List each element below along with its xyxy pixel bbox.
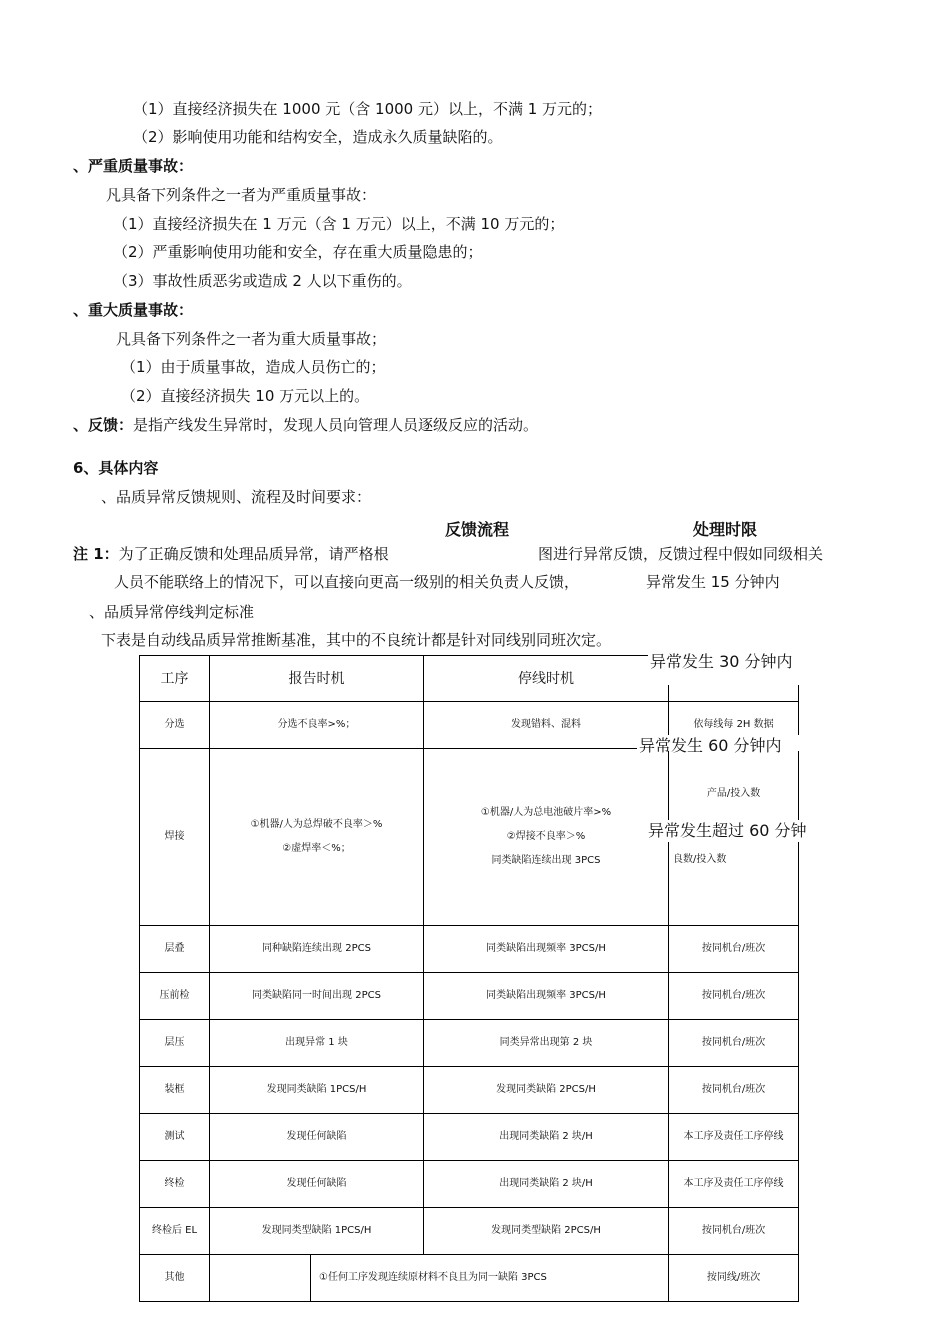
process-cell: 压前检 bbox=[140, 973, 210, 1020]
report-cell: 同类缺陷同一时间出现 2PCS bbox=[210, 973, 424, 1020]
table-row bbox=[140, 926, 799, 973]
stop-cell: 同类异常出现第 2 块 bbox=[424, 1020, 669, 1067]
empty-cell bbox=[210, 1255, 311, 1302]
major-intro: 凡具备下列条件之一者为重大质量事故； bbox=[116, 330, 387, 348]
stop-line: ②焊接不良率＞% bbox=[506, 831, 586, 842]
scope-line: 产品/投入数 bbox=[706, 788, 761, 799]
header-report: 报告时机 bbox=[210, 656, 424, 702]
note-line-1-a bbox=[73, 544, 389, 564]
scope-cell: 按同机台/班次 bbox=[669, 1020, 799, 1067]
report-cell: 发现任何缺陷 bbox=[210, 1161, 424, 1208]
serious-item-3: （3）事故性质恶劣或造成 2 人以下重伤的。 bbox=[113, 272, 412, 290]
note-label: 注 1： bbox=[73, 545, 119, 563]
flow-title: 反馈流程 bbox=[445, 520, 510, 539]
feedback-term: 、反馈： bbox=[73, 416, 134, 434]
major-item-1: （1）由于质量事故，造成人员伤亡的； bbox=[121, 358, 386, 376]
section-6-heading: 6、具体内容 bbox=[73, 459, 159, 477]
process-cell: 终检 bbox=[140, 1161, 210, 1208]
table-intro: 下表是自动线品质异常推断基准，其中的不良统计都是针对同线别同班次定。 bbox=[101, 631, 612, 649]
note-text-a: 为了正确反馈和处理品质异常，请严格根 bbox=[118, 545, 389, 563]
time-limit-title: 处理时限 bbox=[693, 520, 758, 539]
scope-cell: 本工序及责任工序停线 bbox=[669, 1161, 799, 1208]
stop-criteria-heading: 、品质异常停线判定标准 bbox=[89, 603, 255, 621]
process-cell: 层叠 bbox=[140, 926, 210, 973]
report-cell: 发现同类缺陷 1PCS/H bbox=[210, 1067, 424, 1114]
stop-cell: 同类缺陷出现频率 3PCS/H bbox=[424, 926, 669, 973]
stop-cell bbox=[424, 749, 669, 926]
table-row bbox=[140, 1161, 799, 1208]
scope-cell: 按同机台/班次 bbox=[669, 926, 799, 973]
report-cell: 出现异常 1 块 bbox=[210, 1020, 424, 1067]
time-limit-over-60: 异常发生超过 60 分钟 bbox=[646, 820, 812, 842]
process-cell: 测试 bbox=[140, 1114, 210, 1161]
feedback-rules-heading: 、品质异常反馈规则、流程及时间要求： bbox=[101, 488, 372, 506]
stop-cell: 出现同类缺陷 2 块/H bbox=[424, 1114, 669, 1161]
scope-cell: 本工序及责任工序停线 bbox=[669, 1114, 799, 1161]
process-cell: 装框 bbox=[140, 1067, 210, 1114]
serious-item-2: （2）严重影响使用功能和安全，存在重大质量隐患的； bbox=[113, 243, 483, 261]
stop-cell: 同类缺陷出现频率 3PCS/H bbox=[424, 973, 669, 1020]
stop-line: ①机器/人为总电池破片率>% bbox=[480, 807, 612, 818]
report-cell: 同种缺陷连续出现 2PCS bbox=[210, 926, 424, 973]
scope-cell: 按同机台/班次 bbox=[669, 973, 799, 1020]
table-row bbox=[140, 1114, 799, 1161]
stop-cell: 出现同类缺陷 2 块/H bbox=[424, 1161, 669, 1208]
process-cell: 层压 bbox=[140, 1020, 210, 1067]
stop-cell: 发现同类缺陷 2PCS/H bbox=[424, 1067, 669, 1114]
feedback-text: 是指产线发生异常时，发现人员向管理人员逐级反应的活动。 bbox=[133, 416, 539, 434]
process-cell: 其他 bbox=[140, 1255, 210, 1302]
table-row bbox=[140, 1020, 799, 1067]
scope-line: 良数/投入数 bbox=[673, 854, 727, 865]
scope-cell: 依每线每 2H 数据 bbox=[669, 702, 799, 749]
serious-item-1: （1）直接经济损失在 1 万元（含 1 万元）以上，不满 10 万元的； bbox=[113, 215, 565, 233]
time-limit-60: 异常发生 60 分钟内 bbox=[637, 735, 814, 751]
header-process: 工序 bbox=[140, 656, 210, 702]
report-cell: 分选不良率>%； bbox=[210, 702, 424, 749]
stop-cell: 发现同类型缺陷 2PCS/H bbox=[424, 1208, 669, 1255]
major-heading: 、重大质量事故： bbox=[73, 301, 194, 319]
report-cell bbox=[210, 749, 424, 926]
report-line: ①机器/人为总焊破不良率＞% bbox=[250, 819, 383, 830]
time-limit-15: 异常发生 15 分钟内 bbox=[646, 573, 780, 591]
other-criteria-cell: ①任何工序发现连续原材料不良且为同一缺陷 3PCS bbox=[311, 1255, 669, 1302]
process-cell: 终检后 EL bbox=[140, 1208, 210, 1255]
report-cell: 发现任何缺陷 bbox=[210, 1114, 424, 1161]
table-row-other bbox=[140, 1255, 799, 1302]
note-text-b: 图进行异常反馈，反馈过程中假如同级相关 bbox=[538, 545, 824, 563]
report-line: ②虚焊率＜%； bbox=[282, 843, 351, 854]
table-row bbox=[140, 1067, 799, 1114]
scope-cell: 按同线/班次 bbox=[669, 1255, 799, 1302]
scope-cell: 按同机台/班次 bbox=[669, 1067, 799, 1114]
stop-line: 同类缺陷连续出现 3PCS bbox=[491, 855, 601, 866]
header-stop: 停线时机 bbox=[424, 656, 669, 702]
stop-cell: 发现错料、混料 bbox=[424, 702, 669, 749]
feedback-definition bbox=[73, 415, 538, 435]
time-limit-30: 异常发生 30 分钟内 bbox=[648, 651, 810, 685]
table-row bbox=[140, 1208, 799, 1255]
scope-cell: 按同机台/班次 bbox=[669, 1208, 799, 1255]
minor-item-2: （2）影响使用功能和结构安全，造成永久质量缺陷的。 bbox=[133, 128, 503, 146]
major-item-2: （2）直接经济损失 10 万元以上的。 bbox=[121, 387, 370, 405]
process-cell: 焊接 bbox=[140, 749, 210, 926]
process-cell: 分选 bbox=[140, 702, 210, 749]
report-cell: 发现同类型缺陷 1PCS/H bbox=[210, 1208, 424, 1255]
serious-heading: 、严重质量事故： bbox=[73, 157, 194, 175]
note-line-2: 人员不能联络上的情况下，可以直接向更高一级别的相关负责人反馈， bbox=[114, 573, 580, 591]
minor-item-1: （1）直接经济损失在 1000 元（含 1000 元）以上，不满 1 万元的； bbox=[133, 100, 603, 118]
serious-intro: 凡具备下列条件之一者为严重质量事故： bbox=[106, 186, 377, 204]
table-row bbox=[140, 973, 799, 1020]
